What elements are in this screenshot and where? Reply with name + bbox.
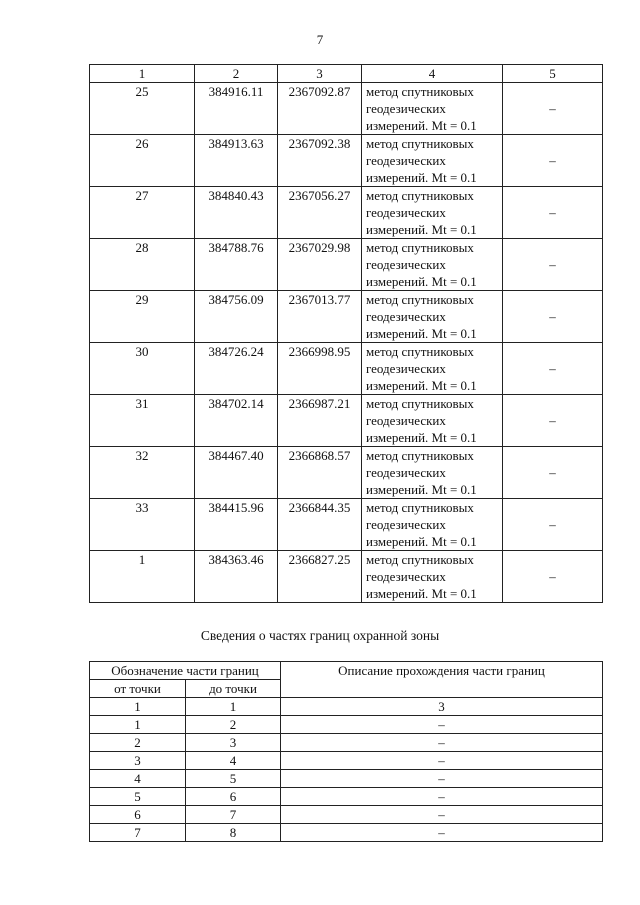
- method-line: метод спутниковых: [366, 500, 474, 515]
- table-row: [90, 824, 603, 842]
- to-point: 8: [186, 824, 281, 842]
- table-row: [90, 788, 603, 806]
- from-point: 1: [90, 716, 186, 734]
- page-number: 7: [316, 32, 324, 47]
- from-point: 7: [90, 824, 186, 842]
- table-row: [90, 343, 603, 395]
- description-cell: –: [503, 499, 603, 551]
- method-line: метод спутниковых: [366, 552, 474, 567]
- header-group-label: Обозначение части границ: [90, 662, 281, 680]
- to-point: 6: [186, 788, 281, 806]
- method-cell: [362, 291, 503, 343]
- table-row: [90, 291, 603, 343]
- column-header: 2: [195, 65, 278, 83]
- method-line: метод спутниковых: [366, 344, 474, 359]
- method-line: геодезических: [366, 517, 446, 532]
- point-number: 27: [90, 187, 195, 239]
- table-row: [90, 770, 603, 788]
- description-cell: –: [503, 239, 603, 291]
- table-header-row: [90, 65, 603, 83]
- description-cell: –: [503, 551, 603, 603]
- part-description: –: [281, 752, 603, 770]
- point-number: 31: [90, 395, 195, 447]
- method-cell: [362, 395, 503, 447]
- description-cell: –: [503, 187, 603, 239]
- section-title: Сведения о частях границ охранной зоны: [200, 628, 440, 643]
- table-row: [90, 187, 603, 239]
- method-line: геодезических: [366, 569, 446, 584]
- method-cell: [362, 551, 503, 603]
- part-description: –: [281, 788, 603, 806]
- description-cell: –: [503, 395, 603, 447]
- coordinate-y: 2366868.57: [278, 447, 362, 499]
- coordinate-x: 384363.46: [195, 551, 278, 603]
- description-cell: –: [503, 135, 603, 187]
- point-number: 25: [90, 83, 195, 135]
- coordinate-y: 2367056.27: [278, 187, 362, 239]
- coordinate-x: 384788.76: [195, 239, 278, 291]
- column-header: 3: [278, 65, 362, 83]
- to-point: 5: [186, 770, 281, 788]
- coordinate-y: 2367013.77: [278, 291, 362, 343]
- coordinate-y: 2367092.38: [278, 135, 362, 187]
- method-cell: [362, 83, 503, 135]
- to-point: 2: [186, 716, 281, 734]
- to-point: 7: [186, 806, 281, 824]
- coordinate-y: 2367092.87: [278, 83, 362, 135]
- boundary-parts-table: [89, 661, 603, 842]
- description-cell: –: [503, 343, 603, 395]
- method-cell: [362, 499, 503, 551]
- table-row: [90, 551, 603, 603]
- method-line: геодезических: [366, 309, 446, 324]
- table-row: [90, 239, 603, 291]
- coordinate-x: 384726.24: [195, 343, 278, 395]
- index-cell: 1: [186, 698, 281, 716]
- description-cell: –: [503, 83, 603, 135]
- point-number: 30: [90, 343, 195, 395]
- from-point: 2: [90, 734, 186, 752]
- table-row: [90, 734, 603, 752]
- coordinate-x: 384913.63: [195, 135, 278, 187]
- column-header: 5: [503, 65, 603, 83]
- coordinate-y: 2366998.95: [278, 343, 362, 395]
- from-point: 3: [90, 752, 186, 770]
- coordinate-y: 2367029.98: [278, 239, 362, 291]
- table-row: [90, 752, 603, 770]
- part-description: –: [281, 716, 603, 734]
- method-line: измерений. Mt = 0.1: [366, 586, 477, 601]
- column-header: 1: [90, 65, 195, 83]
- from-point: 6: [90, 806, 186, 824]
- method-line: измерений. Mt = 0.1: [366, 482, 477, 497]
- method-cell: [362, 239, 503, 291]
- method-line: метод спутниковых: [366, 292, 474, 307]
- method-line: геодезических: [366, 101, 446, 116]
- table-row: [90, 499, 603, 551]
- method-line: измерений. Mt = 0.1: [366, 326, 477, 341]
- column-header: 4: [362, 65, 503, 83]
- method-cell: [362, 343, 503, 395]
- part-description: –: [281, 806, 603, 824]
- table-row: [90, 395, 603, 447]
- coordinate-x: 384756.09: [195, 291, 278, 343]
- method-line: измерений. Mt = 0.1: [366, 170, 477, 185]
- method-line: измерений. Mt = 0.1: [366, 378, 477, 393]
- to-point: 3: [186, 734, 281, 752]
- coordinates-table: [89, 64, 603, 603]
- point-number: 33: [90, 499, 195, 551]
- header-description: Описание прохождения части границ: [281, 662, 603, 698]
- table-row: [90, 716, 603, 734]
- point-number: 1: [90, 551, 195, 603]
- table-row: [90, 806, 603, 824]
- from-point: 4: [90, 770, 186, 788]
- coordinate-y: 2366987.21: [278, 395, 362, 447]
- method-line: геодезических: [366, 465, 446, 480]
- method-line: метод спутниковых: [366, 396, 474, 411]
- coordinate-x: 384415.96: [195, 499, 278, 551]
- method-line: измерений. Mt = 0.1: [366, 118, 477, 133]
- method-line: геодезических: [366, 257, 446, 272]
- header-to-point: до точки: [186, 680, 281, 698]
- method-line: измерений. Mt = 0.1: [366, 274, 477, 289]
- to-point: 4: [186, 752, 281, 770]
- coordinate-x: 384916.11: [195, 83, 278, 135]
- from-point: 5: [90, 788, 186, 806]
- part-description: –: [281, 734, 603, 752]
- description-cell: –: [503, 447, 603, 499]
- point-number: 28: [90, 239, 195, 291]
- method-line: измерений. Mt = 0.1: [366, 222, 477, 237]
- table-header-row: [90, 662, 603, 680]
- index-cell: 3: [281, 698, 603, 716]
- method-line: метод спутниковых: [366, 448, 474, 463]
- part-description: –: [281, 770, 603, 788]
- point-number: 26: [90, 135, 195, 187]
- table-row: [90, 135, 603, 187]
- table-row: [90, 447, 603, 499]
- coordinate-x: 384467.40: [195, 447, 278, 499]
- description-cell: –: [503, 291, 603, 343]
- part-description: –: [281, 824, 603, 842]
- method-line: геодезических: [366, 153, 446, 168]
- coordinate-x: 384702.14: [195, 395, 278, 447]
- point-number: 29: [90, 291, 195, 343]
- coordinate-x: 384840.43: [195, 187, 278, 239]
- method-cell: [362, 135, 503, 187]
- coordinate-y: 2366844.35: [278, 499, 362, 551]
- table-row: [90, 83, 603, 135]
- method-line: метод спутниковых: [366, 136, 474, 151]
- method-line: измерений. Mt = 0.1: [366, 430, 477, 445]
- method-line: метод спутниковых: [366, 84, 474, 99]
- method-line: метод спутниковых: [366, 240, 474, 255]
- method-cell: [362, 447, 503, 499]
- point-number: 32: [90, 447, 195, 499]
- method-line: измерений. Mt = 0.1: [366, 534, 477, 549]
- method-line: геодезических: [366, 205, 446, 220]
- table-index-row: [90, 698, 603, 716]
- coordinate-y: 2366827.25: [278, 551, 362, 603]
- index-cell: 1: [90, 698, 186, 716]
- header-from-point: от точки: [90, 680, 186, 698]
- method-line: геодезических: [366, 413, 446, 428]
- method-line: геодезических: [366, 361, 446, 376]
- method-cell: [362, 187, 503, 239]
- method-line: метод спутниковых: [366, 188, 474, 203]
